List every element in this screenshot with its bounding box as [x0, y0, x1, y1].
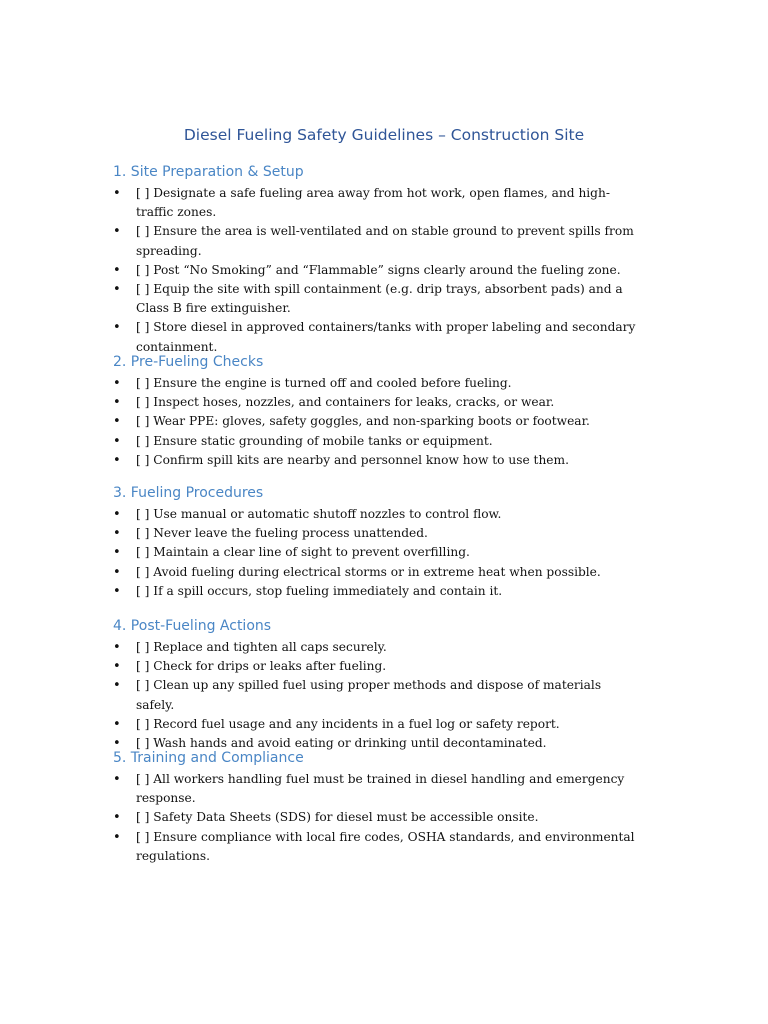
- bullet-icon: •: [113, 640, 121, 655]
- checklist-item: [0, 808, 636, 827]
- bullet-icon: •: [113, 829, 121, 845]
- checklist-item-text: [ ] Ensure the area is well-ventilated and on stable ground to prevent spills from spreading.: [136, 224, 634, 258]
- checklist-item: [0, 715, 636, 734]
- bullet-icon: •: [113, 810, 121, 826]
- bullet-icon: •: [113, 282, 121, 298]
- bullet-icon: •: [113, 545, 121, 561]
- checklist-item-text: [ ] Confirm spill kits are nearby and personnel know how to use them.: [136, 452, 569, 467]
- checklist-item: [0, 828, 636, 866]
- checklist-item: [0, 734, 636, 753]
- checklist-item: [0, 451, 636, 470]
- bullet-icon: •: [113, 526, 121, 542]
- bullet-icon: •: [113, 224, 121, 240]
- bullet-icon: •: [113, 772, 121, 787]
- checklist-item: [0, 638, 636, 657]
- bullet-icon: •: [113, 659, 121, 675]
- checklist: [0, 374, 768, 470]
- checklist-item: [0, 432, 636, 451]
- checklist-item: [0, 657, 636, 676]
- bullet-icon: •: [113, 262, 121, 278]
- checklist-item-text: [ ] Never leave the fueling process unattended.: [136, 526, 428, 541]
- document-title: Diesel Fueling Safety Guidelines – Construction Site: [183, 126, 585, 144]
- section-heading: 5. Training and Compliance: [113, 750, 304, 766]
- checklist-item-text: [ ] Replace and tighten all caps securely.: [136, 640, 387, 654]
- checklist-item-text: [ ] Post “No Smoking” and “Flammable” signs clearly around the fueling zone.: [136, 262, 621, 277]
- bullet-icon: •: [113, 583, 121, 599]
- checklist-item: [0, 280, 636, 318]
- checklist-item-text: [ ] Check for drips or leaks after fueling.: [136, 659, 387, 674]
- checklist: [0, 770, 768, 866]
- checklist-item-text: [ ] Inspect hoses, nozzles, and containers for leaks, cracks, or wear.: [136, 395, 555, 410]
- bullet-icon: •: [113, 376, 121, 391]
- bullet-icon: •: [113, 433, 121, 449]
- checklist-item: [0, 770, 636, 808]
- section-heading: 1. Site Preparation & Setup: [113, 164, 304, 180]
- section-heading: 3. Fueling Procedures: [113, 485, 264, 501]
- checklist: [0, 505, 768, 601]
- bullet-icon: •: [113, 564, 121, 580]
- checklist: [0, 184, 768, 357]
- checklist-item-text: [ ] Avoid fueling during electrical storms or in extreme heat when possible.: [136, 564, 601, 579]
- checklist-item: [0, 543, 636, 562]
- checklist-item: [0, 222, 636, 260]
- checklist-item: [0, 261, 636, 280]
- checklist-item: [0, 412, 636, 431]
- checklist-item: [0, 374, 636, 393]
- bullet-icon: •: [113, 320, 121, 336]
- checklist-item: [0, 505, 636, 524]
- bullet-icon: •: [113, 395, 121, 411]
- checklist-item-text: [ ] If a spill occurs, stop fueling immediately and contain it.: [136, 583, 503, 598]
- checklist-item-text: [ ] Store diesel in approved containers/tanks with proper labeling and secondary containment.: [136, 320, 636, 354]
- checklist-item-text: [ ] Designate a safe fueling area away from hot work, open flames, and high-traffic zones.: [136, 186, 610, 220]
- checklist-item-text: [ ] All workers handling fuel must be trained in diesel handling and emergency response.: [136, 772, 625, 806]
- checklist-item: [0, 184, 636, 222]
- checklist-item-text: [ ] Use manual or automatic shutoff nozzles to control flow.: [136, 507, 502, 521]
- checklist-item-text: [ ] Record fuel usage and any incidents in a fuel log or safety report.: [136, 716, 560, 731]
- bullet-icon: •: [113, 186, 121, 201]
- checklist: [0, 638, 768, 753]
- checklist-item-text: [ ] Ensure the engine is turned off and cooled before fueling.: [136, 376, 512, 390]
- bullet-icon: •: [113, 414, 121, 430]
- bullet-icon: •: [113, 507, 121, 522]
- section-heading: 4. Post-Fueling Actions: [113, 618, 272, 634]
- checklist-item-text: [ ] Maintain a clear line of sight to prevent overfilling.: [136, 545, 470, 560]
- checklist-item-text: [ ] Clean up any spilled fuel using proper methods and dispose of materials safely.: [136, 678, 602, 712]
- checklist-item-text: [ ] Wash hands and avoid eating or drinking until decontaminated.: [136, 736, 547, 751]
- checklist-item: [0, 563, 636, 582]
- checklist-item: [0, 524, 636, 543]
- checklist-item: [0, 393, 636, 412]
- checklist-item-text: [ ] Equip the site with spill containment (e.g. drip trays, absorbent pads) and a Class B fire extinguisher.: [136, 282, 623, 316]
- bullet-icon: •: [113, 716, 121, 732]
- checklist-item-text: [ ] Ensure compliance with local fire codes, OSHA standards, and environmental regulations.: [136, 829, 635, 863]
- checklist-item: [0, 318, 636, 356]
- checklist-item-text: [ ] Wear PPE: gloves, safety goggles, and non-sparking boots or footwear.: [136, 414, 590, 429]
- bullet-icon: •: [113, 452, 121, 468]
- checklist-item-text: [ ] Ensure static grounding of mobile tanks or equipment.: [136, 433, 493, 448]
- bullet-icon: •: [113, 736, 121, 752]
- checklist-item-text: [ ] Safety Data Sheets (SDS) for diesel must be accessible onsite.: [136, 810, 539, 825]
- bullet-icon: •: [113, 678, 121, 694]
- checklist-item: [0, 582, 636, 601]
- checklist-item: [0, 676, 636, 714]
- section-heading: 2. Pre-Fueling Checks: [113, 354, 264, 370]
